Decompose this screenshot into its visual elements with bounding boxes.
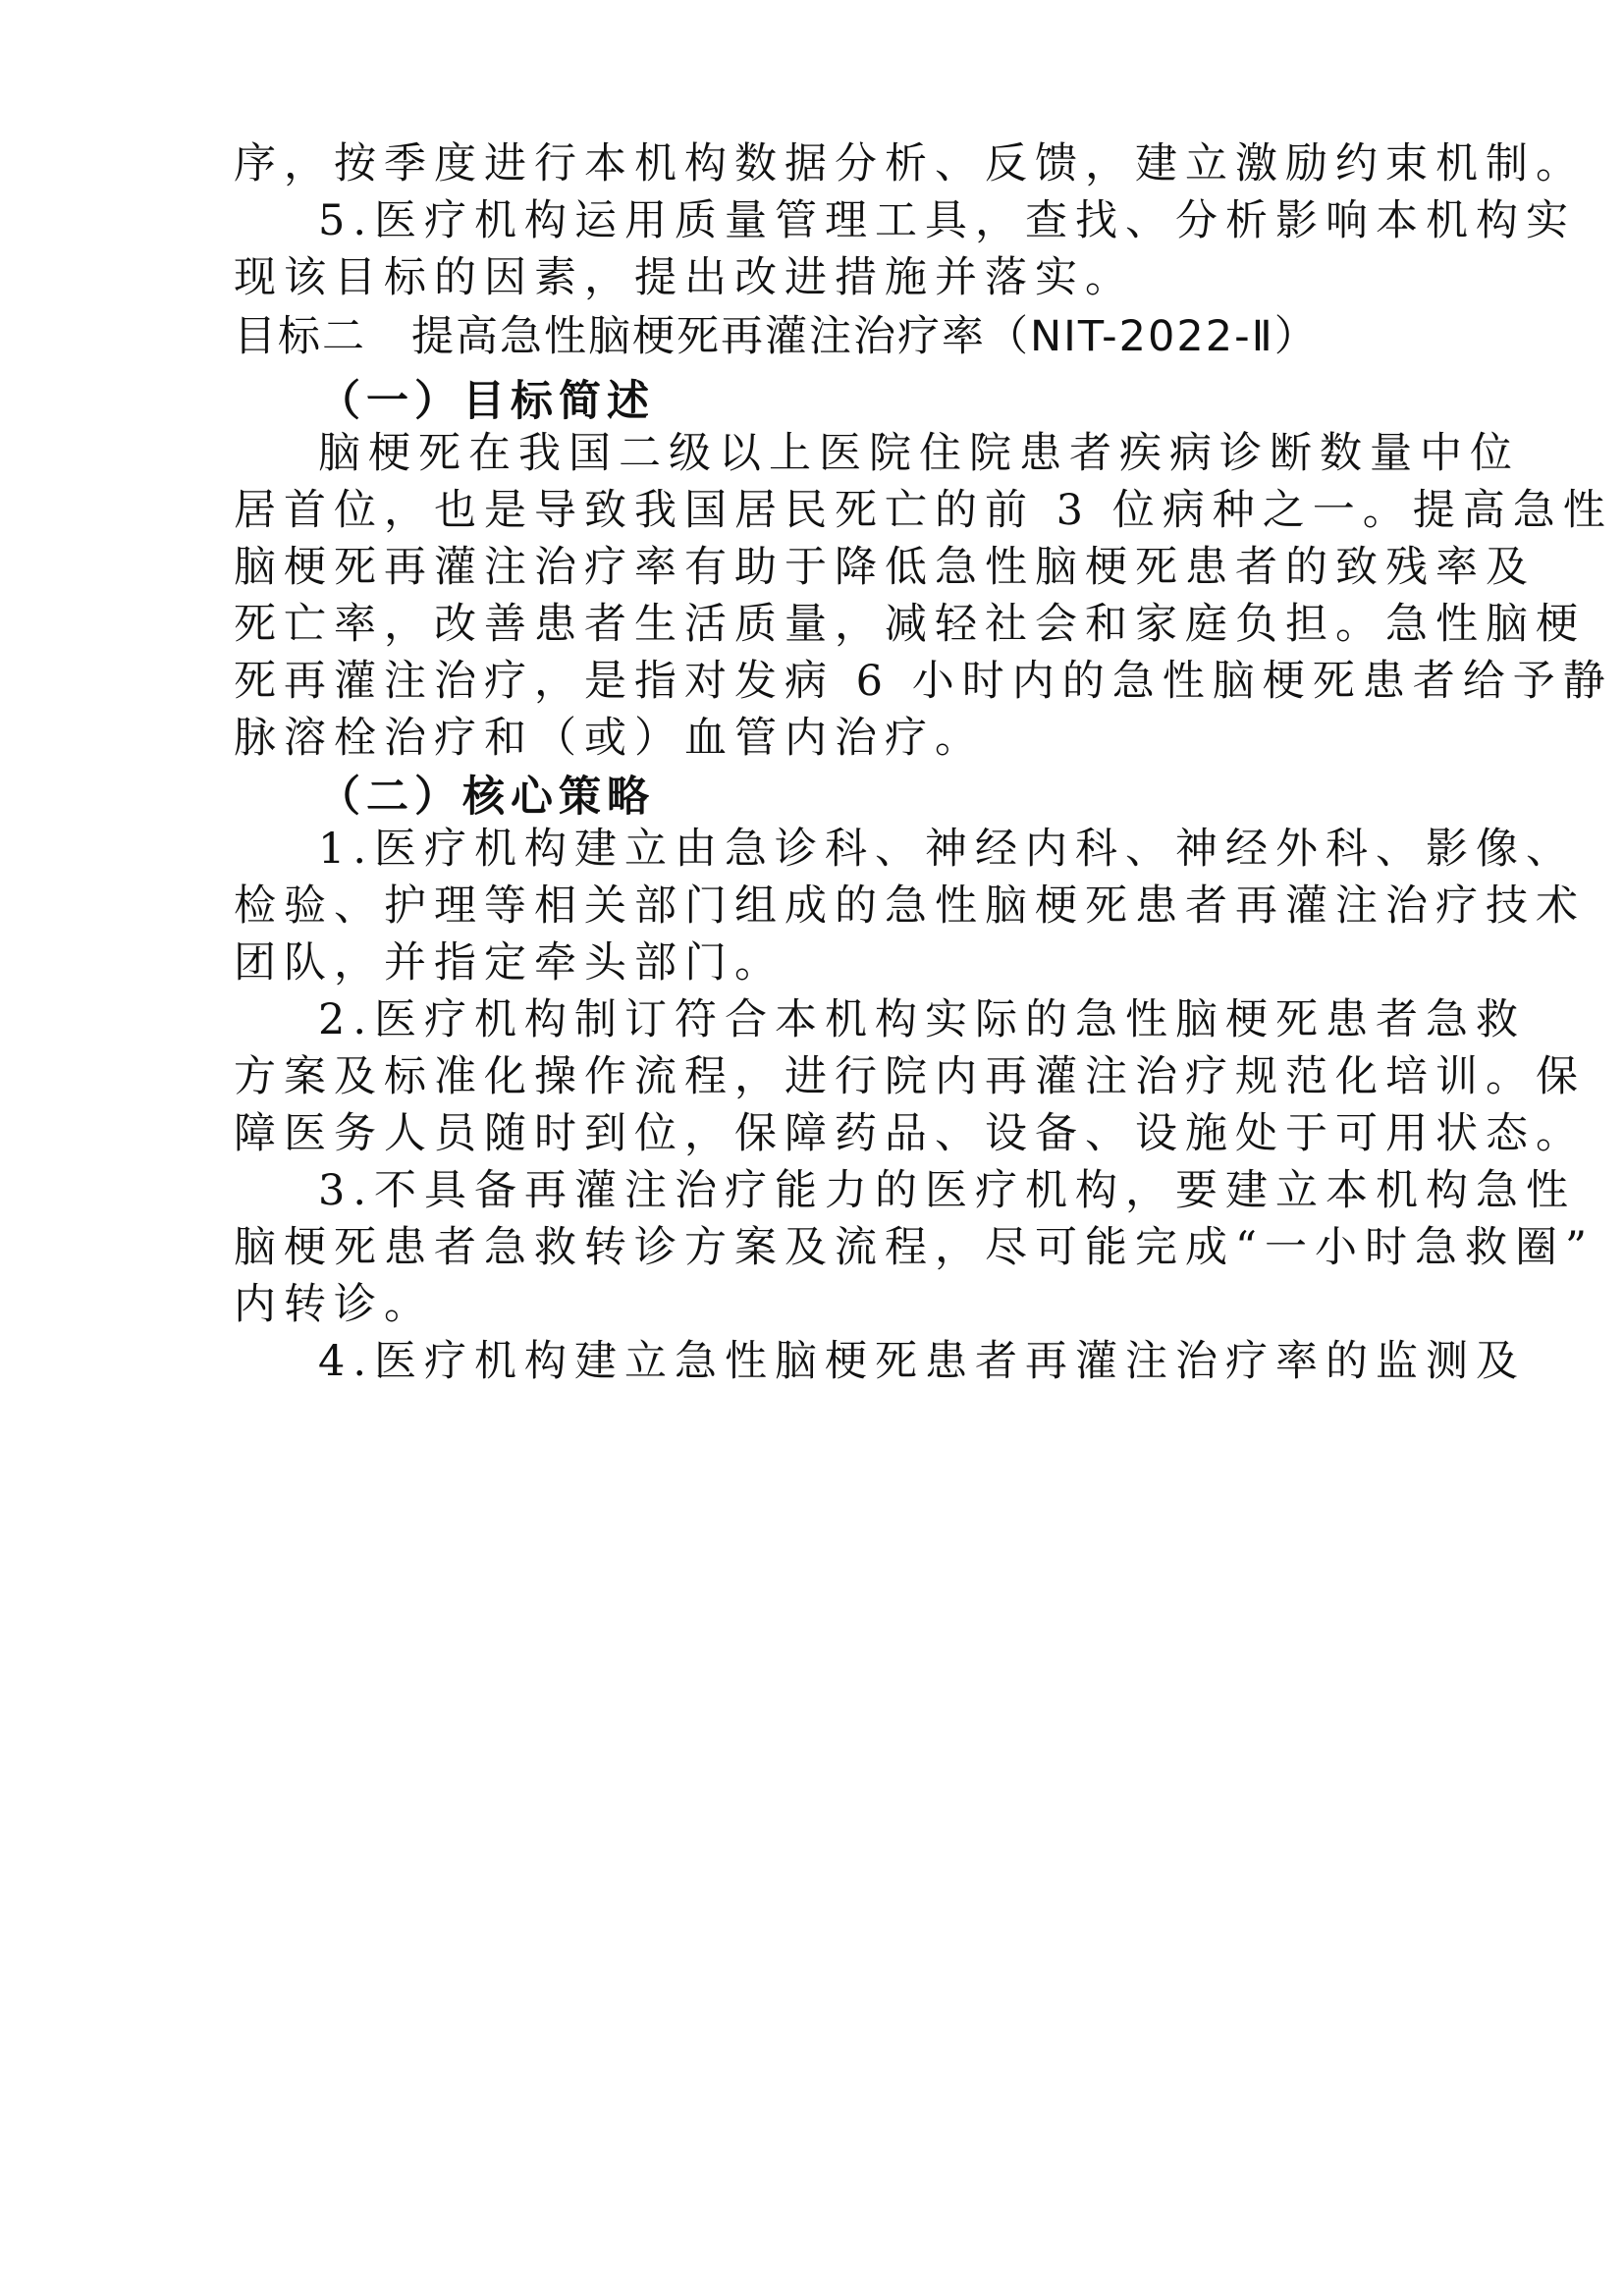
body-line: 居首位，也是导致我国居民死亡的前 3 位病种之一。提高急性 [234, 486, 1613, 535]
section-title: （二）核心策略 [318, 773, 655, 822]
body-line: 4.医疗机构建立急性脑梗死患者再灌注治疗率的监测及 [318, 1337, 1527, 1386]
body-line: 现该目标的因素，提出改进措施并落实。 [234, 253, 1135, 302]
goal-number: 目标二 [234, 312, 366, 361]
body-line: 内转诊。 [234, 1280, 434, 1329]
body-line: 死再灌注治疗，是指对发病 6 小时内的急性脑梗死患者给予静 [234, 657, 1613, 706]
body-line: 2.医疗机构制订符合本机构实际的急性脑梗死患者急救 [318, 995, 1527, 1044]
body-line: 脉溶栓治疗和（或）血管内治疗。 [234, 714, 985, 763]
goal-heading [234, 308, 1402, 365]
body-line: 死亡率，改善患者生活质量，减轻社会和家庭负担。急性脑梗 [234, 600, 1586, 649]
body-line: 3.不具备再灌注治疗能力的医疗机构，要建立本机构急性 [318, 1166, 1577, 1215]
goal-title: 提高急性脑梗死再灌注治疗率（NIT-2022-Ⅱ） [411, 312, 1319, 361]
body-line: 脑梗死在我国二级以上医院住院患者疾病诊断数量中位 [318, 429, 1520, 478]
body-line: 序，按季度进行本机构数据分析、反馈，建立激励约束机制。 [234, 139, 1586, 188]
body-line: 检验、护理等相关部门组成的急性脑梗死患者再灌注治疗技术 [234, 881, 1586, 931]
body-line: 障医务人员随时到位，保障药品、设备、设施处于可用状态。 [234, 1109, 1586, 1158]
body-line: 5.医疗机构运用质量管理工具，查找、分析影响本机构实 [318, 196, 1577, 245]
body-line: 脑梗死再灌注治疗率有助于降低急性脑梗死患者的致残率及 [234, 543, 1536, 592]
body-line: 团队，并指定牵头部门。 [234, 938, 785, 988]
body-line: 脑梗死患者急救转诊方案及流程，尽可能完成“一小时急救圈” [234, 1223, 1595, 1272]
section-title: （一）目标简述 [318, 377, 655, 426]
body-line: 1.医疗机构建立由急诊科、神经内科、神经外科、影像、 [318, 825, 1577, 874]
body-line: 方案及标准化操作流程，进行院内再灌注治疗规范化培训。保 [234, 1052, 1586, 1101]
